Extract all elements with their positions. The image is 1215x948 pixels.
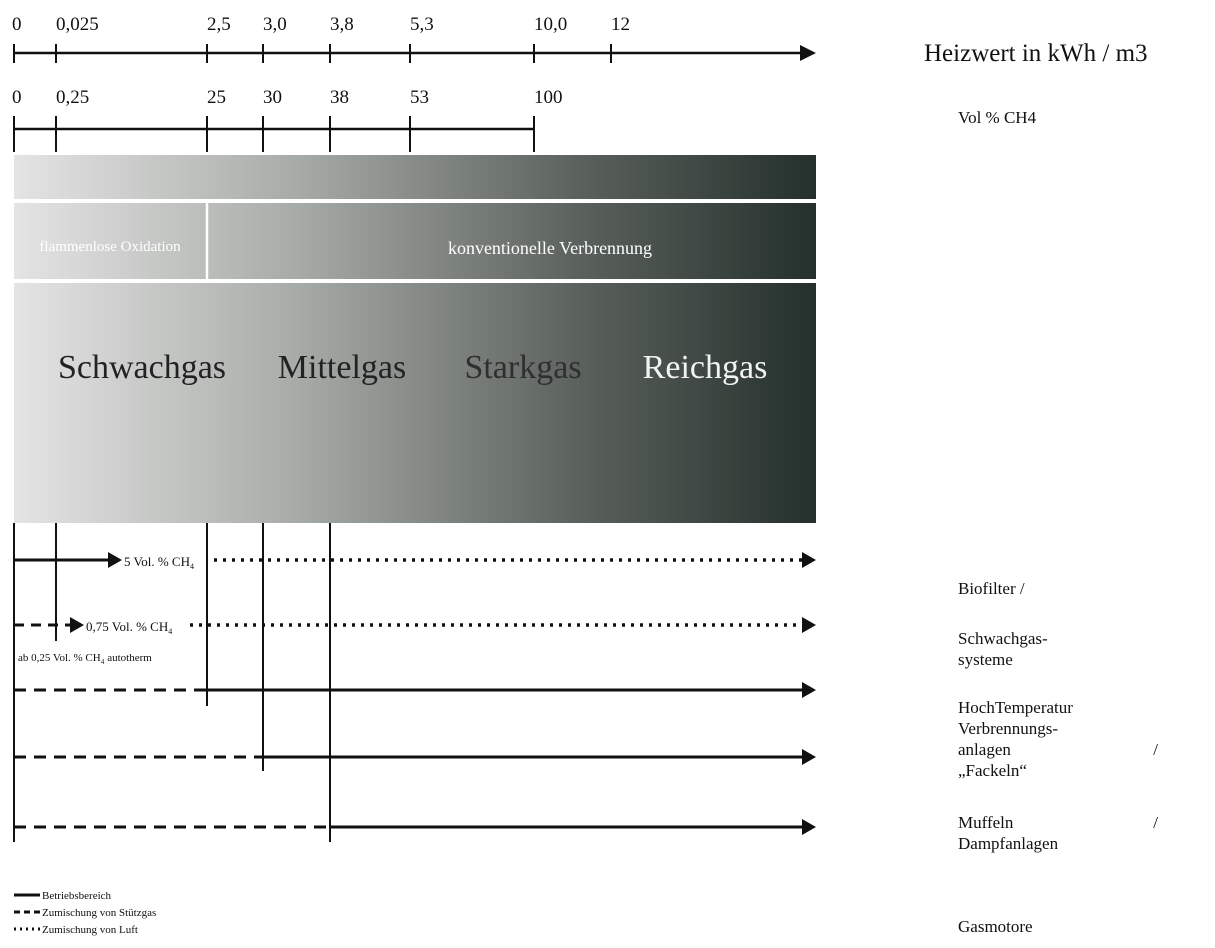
range-arrowhead bbox=[70, 617, 84, 633]
system-label-biofilter bbox=[958, 578, 1158, 599]
heating-value-axis-arrowhead bbox=[800, 45, 816, 61]
methane-tick-label: 0 bbox=[12, 87, 22, 108]
methane-tick-label: 30 bbox=[263, 87, 282, 108]
legend bbox=[14, 890, 156, 936]
methane-tick-label: 0,25 bbox=[56, 87, 90, 108]
system-label-line: Gasmotore bbox=[958, 917, 1033, 936]
legend-label-solid: Betriebsbereich bbox=[42, 890, 112, 902]
heating-value-tick-label: 5,3 bbox=[410, 14, 434, 35]
range-row-hightemp bbox=[14, 682, 816, 698]
heating-value-tick-label: 12 bbox=[611, 14, 630, 35]
system-label-gasmotor bbox=[958, 916, 1158, 937]
range-end-arrowhead bbox=[802, 819, 816, 835]
mode-flameless: flammenlose Oxidation bbox=[39, 239, 181, 255]
system-label-weakgas bbox=[958, 628, 1158, 670]
range-note-autotherm: ab 0,25 Vol. % $CH_4$ autotherm bbox=[18, 652, 152, 666]
system-label-split-line bbox=[958, 812, 1158, 833]
system-label-hightemp bbox=[958, 697, 1158, 781]
heating-value-tick-label: 10,0 bbox=[534, 14, 568, 35]
heating-value-axis bbox=[12, 14, 816, 63]
gas-class-label: Mittelgas bbox=[277, 349, 407, 386]
range-row-weakgas bbox=[14, 617, 816, 666]
range-end-arrowhead bbox=[802, 749, 816, 765]
heating-value-tick-label: 2,5 bbox=[207, 14, 231, 35]
mode-conventional: konventionelle Verbrennung bbox=[447, 238, 653, 258]
gas-class-label: Reichgas bbox=[642, 349, 768, 386]
methane-tick-label: 38 bbox=[330, 87, 349, 108]
system-label-line: / bbox=[1153, 813, 1158, 832]
legend-label-dotted: Zumischung von Luft bbox=[42, 924, 138, 936]
heating-value-axis-title: Heizwert in kWh / m3 bbox=[924, 40, 1148, 67]
heating-value-tick-label: 3,0 bbox=[263, 14, 287, 35]
range-end-arrowhead bbox=[802, 682, 816, 698]
range-row-biofilter bbox=[14, 552, 816, 571]
methane-axis-title: Vol % CH4 bbox=[958, 108, 1037, 127]
range-row-gasmotor bbox=[14, 819, 816, 835]
range-end-arrowhead bbox=[802, 617, 816, 633]
gas-class-label: Starkgas bbox=[464, 349, 582, 386]
boundary-lines bbox=[14, 523, 330, 842]
system-label-line: systeme bbox=[958, 650, 1013, 669]
system-label-line: anlagen bbox=[958, 740, 1011, 759]
gas-class-label: Schwachgas bbox=[57, 349, 227, 386]
system-label-muffel bbox=[958, 812, 1158, 854]
range-note: 0,75 Vol. % $CH_4$ bbox=[86, 619, 173, 636]
band-top-strip bbox=[14, 155, 816, 199]
heating-value-tick-label: 0,025 bbox=[56, 14, 99, 35]
system-label-line: Schwachgas- bbox=[958, 629, 1048, 648]
heating-value-tick-label: 3,8 bbox=[330, 14, 354, 35]
methane-tick-label: 25 bbox=[207, 87, 226, 108]
range-row-muffel bbox=[14, 749, 816, 765]
system-label-line: Biofilter / bbox=[958, 579, 1025, 598]
system-label-line: „Fackeln“ bbox=[958, 761, 1027, 780]
system-label-line: Verbrennungs- bbox=[958, 719, 1059, 738]
heating-value-tick-label: 0 bbox=[12, 14, 22, 35]
system-label-line: / bbox=[1153, 740, 1158, 759]
system-label-line: Muffeln bbox=[958, 813, 1014, 832]
methane-axis bbox=[12, 87, 563, 152]
band-class-strip bbox=[14, 283, 816, 523]
methane-tick-label: 100 bbox=[534, 87, 563, 108]
range-arrowhead bbox=[108, 552, 122, 568]
methane-tick-label: 53 bbox=[410, 87, 429, 108]
range-note: 5 Vol. % $CH_4$ bbox=[124, 554, 194, 571]
gas-class-band bbox=[14, 155, 816, 523]
range-end-arrowhead bbox=[802, 552, 816, 568]
system-label-line: HochTemperatur bbox=[958, 698, 1073, 717]
legend-label-dashed: Zumischung von Stützgas bbox=[42, 907, 157, 919]
system-label-split-line bbox=[958, 739, 1158, 760]
system-label-line: Dampfanlagen bbox=[958, 834, 1059, 853]
